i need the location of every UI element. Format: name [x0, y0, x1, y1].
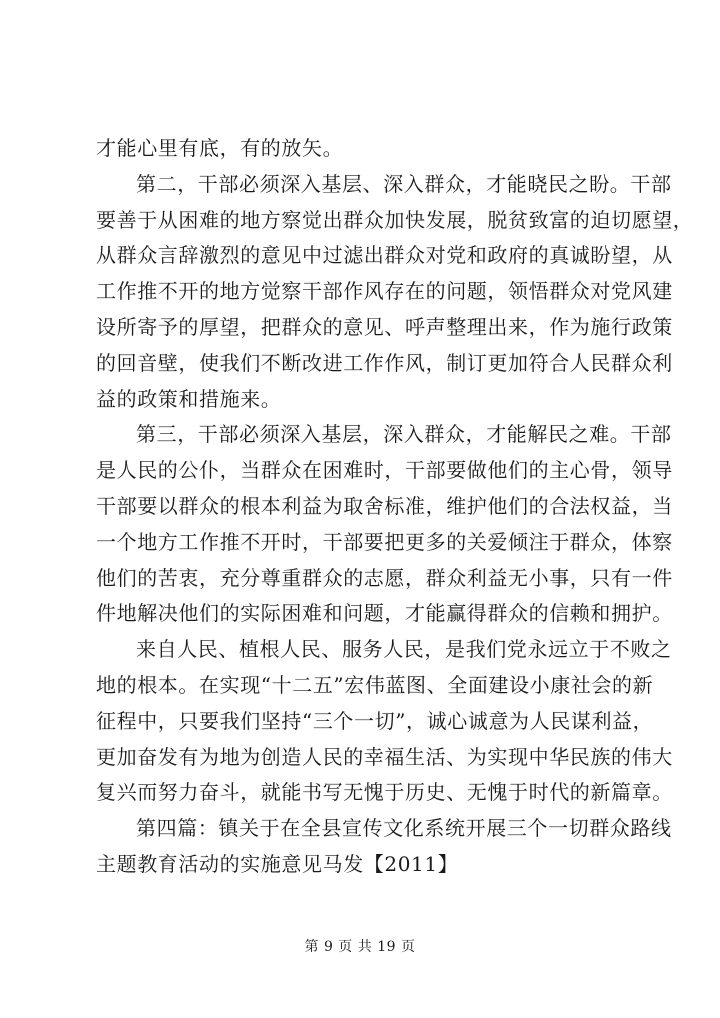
text-line: 复兴而努力奋斗，就能书写无愧于历史、无愧于时代的新篇章。 [96, 780, 673, 805]
text-line: 地的根本。在实现“十二五”宏伟蓝图、全面建设小康社会的新 [96, 672, 654, 697]
text-line: 才能心里有底，有的放矢。 [96, 136, 344, 160]
section-heading-line: 第四篇：镇关于在全县宣传文化系统开展三个一切群众路线 [136, 816, 672, 841]
text-line: 从群众言辞激烈的意见中过滤出群众对党和政府的真诚盼望，从 [96, 243, 673, 268]
text-line: 干部要以群众的根本利益为取舍标准，维护他们的合法权益，当 [96, 493, 673, 518]
text-line: 一个地方工作推不开时，干部要把更多的关爱倾注于群众，体察 [96, 529, 673, 554]
text-line: 征程中，只要我们坚持“三个一切”，诚心诚意为人民谋利益， [96, 708, 654, 733]
text-line: 他们的苦衷，充分尊重群众的志愿，群众利益无小事，只有一件 [96, 565, 673, 590]
section-heading-line: 主题教育活动的实施意见马发【2011】 [96, 851, 459, 876]
paragraph-start-line: 来自人民、植根人民、服务人民，是我们党永远立于不败之 [136, 637, 672, 662]
paragraph-start-line: 第三，干部必须深入基层，深入群众，才能解民之难。干部 [136, 422, 672, 447]
paragraph-start-line: 第二，干部必须深入基层、深入群众，才能晓民之盼。干部 [136, 171, 672, 196]
document-body [96, 131, 694, 883]
page-number-footer: 第 9 页 共 19 页 [304, 939, 416, 955]
text-line: 益的政策和措施来。 [96, 386, 282, 411]
text-line: 件地解决他们的实际困难和问题，才能赢得群众的信赖和拥护。 [96, 601, 673, 626]
text-line: 工作推不开的地方觉察干部作风存在的问题，领悟群众对党风建 [96, 279, 673, 304]
text-line: 设所寄予的厚望，把群众的意见、呼声整理出来，作为施行政策 [96, 314, 673, 339]
text-line: 更加奋发有为地为创造人民的幸福生活、为实现中华民族的伟大 [96, 744, 673, 769]
text-line: 的回音壁，使我们不断改进工作作风，制订更加符合人民群众利 [96, 350, 673, 375]
text-line: 要善于从困难的地方察觉出群众加快发展，脱贫致富的迫切愿望， [96, 207, 694, 232]
text-line: 是人民的公仆，当群众在困难时，干部要做他们的主心骨，领导 [96, 458, 673, 483]
